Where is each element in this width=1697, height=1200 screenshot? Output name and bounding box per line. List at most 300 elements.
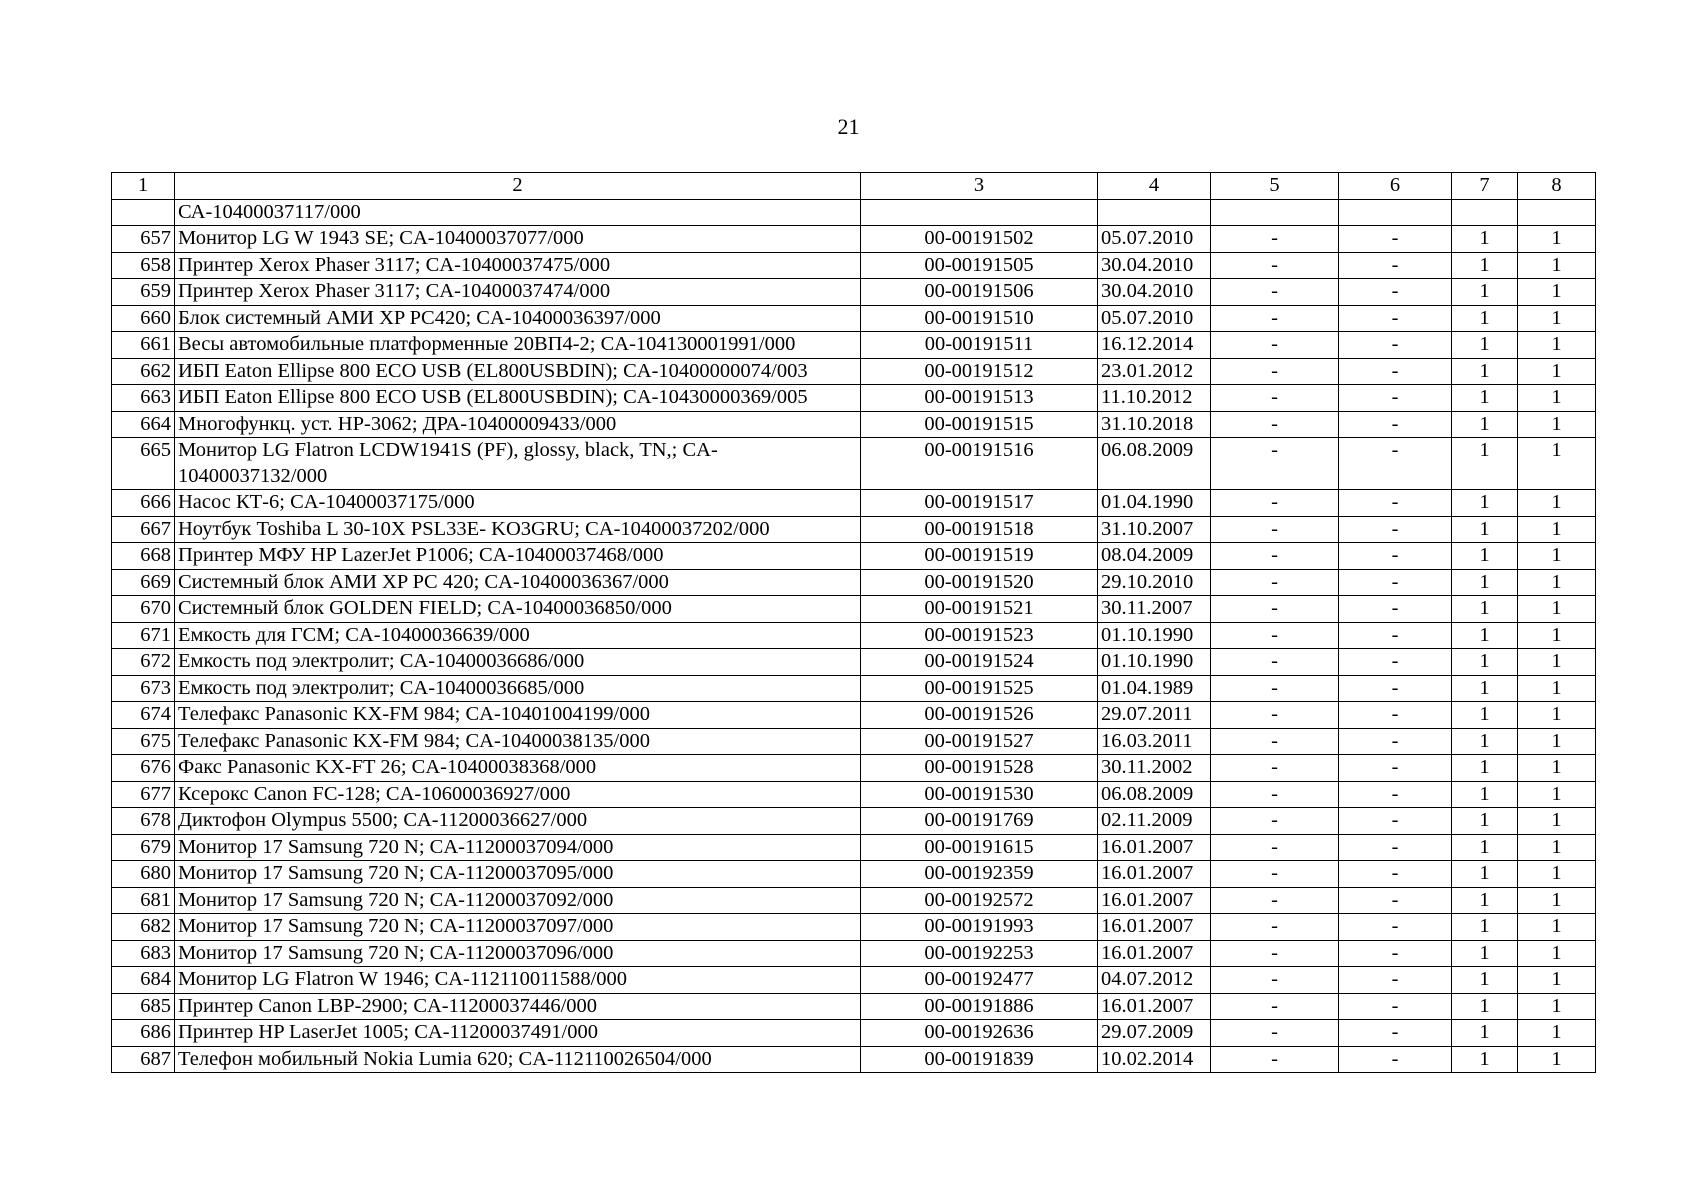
column-5-cell: - bbox=[1211, 385, 1339, 412]
inventory-code: 00-00191511 bbox=[861, 332, 1098, 359]
column-5-cell: - bbox=[1211, 622, 1339, 649]
table-row bbox=[112, 1020, 1596, 1047]
table-row bbox=[112, 490, 1596, 517]
item-name: Емкость под электролит; CA-10400036686/000 bbox=[175, 649, 861, 676]
item-name: ИБП Eaton Ellipse 800 ECO USB (EL800USBDIN); CA-10430000369/005 bbox=[175, 385, 861, 412]
column-5-cell: - bbox=[1211, 781, 1339, 808]
column-header-5: 5 bbox=[1211, 173, 1339, 200]
page-number: 21 bbox=[837, 114, 860, 139]
column-7-cell: 1 bbox=[1452, 569, 1518, 596]
column-6-cell: - bbox=[1339, 649, 1452, 676]
column-7-cell: 1 bbox=[1452, 728, 1518, 755]
table-row bbox=[112, 728, 1596, 755]
inventory-code: 00-00191521 bbox=[861, 596, 1098, 623]
column-8-cell: 1 bbox=[1518, 702, 1596, 729]
date-cell: 16.03.2011 bbox=[1098, 728, 1211, 755]
date-cell: 23.01.2012 bbox=[1098, 358, 1211, 385]
inventory-code: 00-00191513 bbox=[861, 385, 1098, 412]
item-name: Емкость под электролит; CA-10400036685/000 bbox=[175, 675, 861, 702]
column-6-cell: - bbox=[1339, 411, 1452, 438]
inventory-code: 00-00191525 bbox=[861, 675, 1098, 702]
inventory-code: 00-00191502 bbox=[861, 226, 1098, 253]
date-cell: 16.01.2007 bbox=[1098, 993, 1211, 1020]
inventory-code: 00-00191528 bbox=[861, 755, 1098, 782]
table-row bbox=[112, 516, 1596, 543]
item-name: Принтер Xerox Phaser 3117; CA-10400037475/000 bbox=[175, 252, 861, 279]
table-header bbox=[112, 173, 1596, 200]
column-6-cell: - bbox=[1339, 622, 1452, 649]
row-number: 667 bbox=[112, 516, 175, 543]
table-body bbox=[112, 199, 1596, 1073]
column-5-cell: - bbox=[1211, 914, 1339, 941]
column-6-cell: - bbox=[1339, 385, 1452, 412]
date-cell: 02.11.2009 bbox=[1098, 808, 1211, 835]
row-number: 682 bbox=[112, 914, 175, 941]
column-7-cell: 1 bbox=[1452, 279, 1518, 306]
inventory-code: 00-00191886 bbox=[861, 993, 1098, 1020]
item-name: Монитор 17 Samsung 720 N; CA-11200037092/000 bbox=[175, 887, 861, 914]
inventory-code bbox=[861, 199, 1098, 226]
inventory-code: 00-00192359 bbox=[861, 861, 1098, 888]
column-header-3: 3 bbox=[861, 173, 1098, 200]
date-cell: 30.04.2010 bbox=[1098, 252, 1211, 279]
date-cell: 30.11.2002 bbox=[1098, 755, 1211, 782]
column-5-cell: - bbox=[1211, 279, 1339, 306]
column-8-cell: 1 bbox=[1518, 675, 1596, 702]
column-5-cell: - bbox=[1211, 596, 1339, 623]
item-name: Насос КТ-6; CA-10400037175/000 bbox=[175, 490, 861, 517]
table-row bbox=[112, 649, 1596, 676]
column-8-cell: 1 bbox=[1518, 252, 1596, 279]
item-name: Монитор LG Flatron LCDW1941S (PF), glossy, black, TN,; CA-10400037132/000 bbox=[175, 438, 861, 490]
table-row bbox=[112, 993, 1596, 1020]
column-6-cell: - bbox=[1339, 279, 1452, 306]
date-cell: 01.10.1990 bbox=[1098, 622, 1211, 649]
inventory-code: 00-00192636 bbox=[861, 1020, 1098, 1047]
column-8-cell: 1 bbox=[1518, 1046, 1596, 1073]
item-name: Системный блок АМИ XP PC 420; CA-10400036367/000 bbox=[175, 569, 861, 596]
row-number: 681 bbox=[112, 887, 175, 914]
column-8-cell: 1 bbox=[1518, 305, 1596, 332]
table-row bbox=[112, 543, 1596, 570]
table-row bbox=[112, 569, 1596, 596]
row-number: 661 bbox=[112, 332, 175, 359]
column-5-cell: - bbox=[1211, 993, 1339, 1020]
column-6-cell: - bbox=[1339, 490, 1452, 517]
column-7-cell: 1 bbox=[1452, 1020, 1518, 1047]
date-cell: 30.04.2010 bbox=[1098, 279, 1211, 306]
column-8-cell: 1 bbox=[1518, 755, 1596, 782]
table-row bbox=[112, 861, 1596, 888]
date-cell: 16.01.2007 bbox=[1098, 914, 1211, 941]
column-5-cell: - bbox=[1211, 755, 1339, 782]
row-number: 671 bbox=[112, 622, 175, 649]
column-8-cell: 1 bbox=[1518, 914, 1596, 941]
column-5-cell: - bbox=[1211, 1046, 1339, 1073]
table-row bbox=[112, 332, 1596, 359]
column-5-cell: - bbox=[1211, 728, 1339, 755]
column-6-cell: - bbox=[1339, 1046, 1452, 1073]
item-name: СА-10400037117/000 bbox=[175, 199, 861, 226]
column-7-cell: 1 bbox=[1452, 967, 1518, 994]
column-6-cell: - bbox=[1339, 781, 1452, 808]
column-8-cell: 1 bbox=[1518, 569, 1596, 596]
column-8-cell: 1 bbox=[1518, 490, 1596, 517]
column-7-cell: 1 bbox=[1452, 385, 1518, 412]
column-6-cell: - bbox=[1339, 887, 1452, 914]
date-cell: 05.07.2010 bbox=[1098, 226, 1211, 253]
column-5-cell: - bbox=[1211, 702, 1339, 729]
column-6-cell: - bbox=[1339, 569, 1452, 596]
column-5-cell: - bbox=[1211, 358, 1339, 385]
column-5-cell: - bbox=[1211, 861, 1339, 888]
column-8-cell bbox=[1518, 199, 1596, 226]
date-cell: 04.07.2012 bbox=[1098, 967, 1211, 994]
item-name: Принтер HP LaserJet 1005; CA-11200037491/000 bbox=[175, 1020, 861, 1047]
inventory-code: 00-00191519 bbox=[861, 543, 1098, 570]
inventory-code: 00-00191769 bbox=[861, 808, 1098, 835]
item-name: Монитор 17 Samsung 720 N; CA-11200037095/000 bbox=[175, 861, 861, 888]
item-name: Монитор LG Flatron W 1946; CA-112110011588/000 bbox=[175, 967, 861, 994]
column-7-cell: 1 bbox=[1452, 332, 1518, 359]
date-cell: 06.08.2009 bbox=[1098, 781, 1211, 808]
column-5-cell: - bbox=[1211, 649, 1339, 676]
column-7-cell: 1 bbox=[1452, 755, 1518, 782]
column-5-cell: - bbox=[1211, 834, 1339, 861]
date-cell: 01.04.1990 bbox=[1098, 490, 1211, 517]
column-5-cell: - bbox=[1211, 490, 1339, 517]
column-7-cell: 1 bbox=[1452, 411, 1518, 438]
column-7-cell: 1 bbox=[1452, 914, 1518, 941]
row-number: 668 bbox=[112, 543, 175, 570]
column-6-cell bbox=[1339, 199, 1452, 226]
date-cell: 16.12.2014 bbox=[1098, 332, 1211, 359]
item-name: ИБП Eaton Ellipse 800 ECO USB (EL800USBDIN); CA-10400000074/003 bbox=[175, 358, 861, 385]
table-row bbox=[112, 226, 1596, 253]
column-7-cell: 1 bbox=[1452, 993, 1518, 1020]
item-name: Принтер Xerox Phaser 3117; CA-10400037474/000 bbox=[175, 279, 861, 306]
column-5-cell: - bbox=[1211, 252, 1339, 279]
column-6-cell: - bbox=[1339, 755, 1452, 782]
column-6-cell: - bbox=[1339, 940, 1452, 967]
inventory-code: 00-00191530 bbox=[861, 781, 1098, 808]
table-row bbox=[112, 438, 1596, 490]
column-6-cell: - bbox=[1339, 438, 1452, 490]
inventory-code: 00-00191839 bbox=[861, 1046, 1098, 1073]
date-cell: 30.11.2007 bbox=[1098, 596, 1211, 623]
column-7-cell: 1 bbox=[1452, 622, 1518, 649]
row-number: 687 bbox=[112, 1046, 175, 1073]
item-name: Многофункц. уст. HP-3062; ДРА-10400009433/000 bbox=[175, 411, 861, 438]
table-row bbox=[112, 305, 1596, 332]
column-8-cell: 1 bbox=[1518, 358, 1596, 385]
row-number: 677 bbox=[112, 781, 175, 808]
column-6-cell: - bbox=[1339, 596, 1452, 623]
table-row bbox=[112, 358, 1596, 385]
item-name: Системный блок GOLDEN FIELD; CA-10400036850/000 bbox=[175, 596, 861, 623]
column-5-cell: - bbox=[1211, 332, 1339, 359]
column-6-cell: - bbox=[1339, 1020, 1452, 1047]
column-5-cell: - bbox=[1211, 887, 1339, 914]
row-number: 676 bbox=[112, 755, 175, 782]
inventory-code: 00-00191510 bbox=[861, 305, 1098, 332]
column-header-7: 7 bbox=[1452, 173, 1518, 200]
inventory-code: 00-00192253 bbox=[861, 940, 1098, 967]
column-7-cell: 1 bbox=[1452, 675, 1518, 702]
table-row bbox=[112, 1046, 1596, 1073]
date-cell: 29.10.2010 bbox=[1098, 569, 1211, 596]
date-cell: 01.04.1989 bbox=[1098, 675, 1211, 702]
table-row bbox=[112, 622, 1596, 649]
column-6-cell: - bbox=[1339, 675, 1452, 702]
row-number: 662 bbox=[112, 358, 175, 385]
inventory-table bbox=[111, 172, 1596, 1073]
column-8-cell: 1 bbox=[1518, 649, 1596, 676]
column-6-cell: - bbox=[1339, 967, 1452, 994]
date-cell bbox=[1098, 199, 1211, 226]
date-cell: 16.01.2007 bbox=[1098, 887, 1211, 914]
column-7-cell: 1 bbox=[1452, 358, 1518, 385]
item-name: Телефакс Panasonic KX-FM 984; CA-10400038135/000 bbox=[175, 728, 861, 755]
inventory-code: 00-00191518 bbox=[861, 516, 1098, 543]
date-cell: 31.10.2018 bbox=[1098, 411, 1211, 438]
row-number: 674 bbox=[112, 702, 175, 729]
column-8-cell: 1 bbox=[1518, 887, 1596, 914]
item-name: Факс Panasonic KX-FT 26; CA-10400038368/000 bbox=[175, 755, 861, 782]
row-number: 665 bbox=[112, 438, 175, 490]
item-name: Блок системный АМИ XP PC420; CA-10400036397/000 bbox=[175, 305, 861, 332]
inventory-code: 00-00191524 bbox=[861, 649, 1098, 676]
row-number: 670 bbox=[112, 596, 175, 623]
row-number: 666 bbox=[112, 490, 175, 517]
inventory-code: 00-00191505 bbox=[861, 252, 1098, 279]
row-number: 685 bbox=[112, 993, 175, 1020]
column-8-cell: 1 bbox=[1518, 543, 1596, 570]
inventory-code: 00-00191523 bbox=[861, 622, 1098, 649]
date-cell: 31.10.2007 bbox=[1098, 516, 1211, 543]
column-6-cell: - bbox=[1339, 332, 1452, 359]
column-7-cell bbox=[1452, 199, 1518, 226]
item-name: Весы автомобильные платформенные 20ВП4-2; CA-104130001991/000 bbox=[175, 332, 861, 359]
column-8-cell: 1 bbox=[1518, 940, 1596, 967]
inventory-code: 00-00191516 bbox=[861, 438, 1098, 490]
table-row bbox=[112, 940, 1596, 967]
column-8-cell: 1 bbox=[1518, 728, 1596, 755]
date-cell: 08.04.2009 bbox=[1098, 543, 1211, 570]
column-8-cell: 1 bbox=[1518, 226, 1596, 253]
column-8-cell: 1 bbox=[1518, 781, 1596, 808]
column-8-cell: 1 bbox=[1518, 622, 1596, 649]
column-header-1: 1 bbox=[112, 173, 175, 200]
table-row bbox=[112, 199, 1596, 226]
column-header-2: 2 bbox=[175, 173, 861, 200]
date-cell: 29.07.2009 bbox=[1098, 1020, 1211, 1047]
row-number: 672 bbox=[112, 649, 175, 676]
date-cell: 16.01.2007 bbox=[1098, 861, 1211, 888]
inventory-code: 00-00191526 bbox=[861, 702, 1098, 729]
row-number: 673 bbox=[112, 675, 175, 702]
inventory-code: 00-00191993 bbox=[861, 914, 1098, 941]
table-row bbox=[112, 675, 1596, 702]
column-6-cell: - bbox=[1339, 808, 1452, 835]
item-name: Телефакс Panasonic KX-FM 984; CA-10401004199/000 bbox=[175, 702, 861, 729]
table-row bbox=[112, 781, 1596, 808]
item-name: Принтер МФУ HP LazerJet P1006; CA-10400037468/000 bbox=[175, 543, 861, 570]
inventory-code: 00-00191517 bbox=[861, 490, 1098, 517]
item-name: Диктофон Olympus 5500; CA-11200036627/000 bbox=[175, 808, 861, 835]
row-number: 660 bbox=[112, 305, 175, 332]
column-6-cell: - bbox=[1339, 993, 1452, 1020]
column-8-cell: 1 bbox=[1518, 1020, 1596, 1047]
table-row bbox=[112, 967, 1596, 994]
inventory-code: 00-00192572 bbox=[861, 887, 1098, 914]
table-row bbox=[112, 279, 1596, 306]
column-5-cell: - bbox=[1211, 940, 1339, 967]
date-cell: 11.10.2012 bbox=[1098, 385, 1211, 412]
row-number: 659 bbox=[112, 279, 175, 306]
column-8-cell: 1 bbox=[1518, 332, 1596, 359]
row-number: 658 bbox=[112, 252, 175, 279]
column-7-cell: 1 bbox=[1452, 861, 1518, 888]
inventory-code: 00-00192477 bbox=[861, 967, 1098, 994]
column-7-cell: 1 bbox=[1452, 834, 1518, 861]
column-7-cell: 1 bbox=[1452, 808, 1518, 835]
column-7-cell: 1 bbox=[1452, 940, 1518, 967]
inventory-code: 00-00191506 bbox=[861, 279, 1098, 306]
column-6-cell: - bbox=[1339, 358, 1452, 385]
column-6-cell: - bbox=[1339, 516, 1452, 543]
column-5-cell: - bbox=[1211, 569, 1339, 596]
column-5-cell: - bbox=[1211, 967, 1339, 994]
column-5-cell: - bbox=[1211, 305, 1339, 332]
column-7-cell: 1 bbox=[1452, 596, 1518, 623]
column-5-cell: - bbox=[1211, 516, 1339, 543]
column-8-cell: 1 bbox=[1518, 438, 1596, 490]
column-6-cell: - bbox=[1339, 305, 1452, 332]
date-cell: 10.02.2014 bbox=[1098, 1046, 1211, 1073]
row-number: 679 bbox=[112, 834, 175, 861]
table-row bbox=[112, 808, 1596, 835]
column-6-cell: - bbox=[1339, 914, 1452, 941]
column-8-cell: 1 bbox=[1518, 861, 1596, 888]
column-8-cell: 1 bbox=[1518, 385, 1596, 412]
column-8-cell: 1 bbox=[1518, 808, 1596, 835]
row-number: 680 bbox=[112, 861, 175, 888]
item-name: Монитор 17 Samsung 720 N; CA-11200037097/000 bbox=[175, 914, 861, 941]
row-number bbox=[112, 199, 175, 226]
column-7-cell: 1 bbox=[1452, 490, 1518, 517]
column-8-cell: 1 bbox=[1518, 516, 1596, 543]
row-number: 684 bbox=[112, 967, 175, 994]
row-number: 663 bbox=[112, 385, 175, 412]
date-cell: 05.07.2010 bbox=[1098, 305, 1211, 332]
row-number: 683 bbox=[112, 940, 175, 967]
column-6-cell: - bbox=[1339, 226, 1452, 253]
inventory-code: 00-00191615 bbox=[861, 834, 1098, 861]
column-7-cell: 1 bbox=[1452, 887, 1518, 914]
column-7-cell: 1 bbox=[1452, 649, 1518, 676]
column-7-cell: 1 bbox=[1452, 516, 1518, 543]
date-cell: 06.08.2009 bbox=[1098, 438, 1211, 490]
date-cell: 16.01.2007 bbox=[1098, 834, 1211, 861]
column-7-cell: 1 bbox=[1452, 543, 1518, 570]
date-cell: 29.07.2011 bbox=[1098, 702, 1211, 729]
column-6-cell: - bbox=[1339, 834, 1452, 861]
column-5-cell: - bbox=[1211, 411, 1339, 438]
table-row bbox=[112, 596, 1596, 623]
column-7-cell: 1 bbox=[1452, 438, 1518, 490]
column-5-cell: - bbox=[1211, 226, 1339, 253]
item-name: Монитор 17 Samsung 720 N; CA-11200037096/000 bbox=[175, 940, 861, 967]
column-6-cell: - bbox=[1339, 543, 1452, 570]
item-name: Монитор 17 Samsung 720 N; CA-11200037094/000 bbox=[175, 834, 861, 861]
table-row bbox=[112, 411, 1596, 438]
column-7-cell: 1 bbox=[1452, 252, 1518, 279]
column-6-cell: - bbox=[1339, 702, 1452, 729]
date-cell: 01.10.1990 bbox=[1098, 649, 1211, 676]
date-cell: 16.01.2007 bbox=[1098, 940, 1211, 967]
item-name: Ноутбук Toshiba L 30-10X PSL33E- KO3GRU; CA-10400037202/000 bbox=[175, 516, 861, 543]
inventory-code: 00-00191527 bbox=[861, 728, 1098, 755]
item-name: Емкость для ГСМ; CA-10400036639/000 bbox=[175, 622, 861, 649]
column-5-cell: - bbox=[1211, 808, 1339, 835]
header-row bbox=[112, 173, 1596, 200]
row-number: 669 bbox=[112, 569, 175, 596]
table-row bbox=[112, 755, 1596, 782]
column-header-6: 6 bbox=[1339, 173, 1452, 200]
column-7-cell: 1 bbox=[1452, 1046, 1518, 1073]
row-number: 675 bbox=[112, 728, 175, 755]
table-row bbox=[112, 914, 1596, 941]
item-name: Ксерокс Canon FC-128; CA-10600036927/000 bbox=[175, 781, 861, 808]
column-header-4: 4 bbox=[1098, 173, 1211, 200]
column-6-cell: - bbox=[1339, 252, 1452, 279]
table-row bbox=[112, 385, 1596, 412]
row-number: 657 bbox=[112, 226, 175, 253]
column-7-cell: 1 bbox=[1452, 781, 1518, 808]
column-7-cell: 1 bbox=[1452, 226, 1518, 253]
row-number: 664 bbox=[112, 411, 175, 438]
table-row bbox=[112, 834, 1596, 861]
inventory-code: 00-00191515 bbox=[861, 411, 1098, 438]
column-7-cell: 1 bbox=[1452, 305, 1518, 332]
table-row bbox=[112, 887, 1596, 914]
inventory-code: 00-00191520 bbox=[861, 569, 1098, 596]
column-8-cell: 1 bbox=[1518, 834, 1596, 861]
item-name: Монитор LG W 1943 SE; CA-10400037077/000 bbox=[175, 226, 861, 253]
table-row bbox=[112, 702, 1596, 729]
column-7-cell: 1 bbox=[1452, 702, 1518, 729]
column-5-cell: - bbox=[1211, 438, 1339, 490]
column-6-cell: - bbox=[1339, 861, 1452, 888]
column-5-cell: - bbox=[1211, 1020, 1339, 1047]
column-8-cell: 1 bbox=[1518, 596, 1596, 623]
item-name: Телефон мобильный Nokia Lumia 620; CA-112110026504/000 bbox=[175, 1046, 861, 1073]
row-number: 686 bbox=[112, 1020, 175, 1047]
row-number: 678 bbox=[112, 808, 175, 835]
column-8-cell: 1 bbox=[1518, 967, 1596, 994]
column-5-cell bbox=[1211, 199, 1339, 226]
item-name: Принтер Canon LBP-2900; CA-11200037446/000 bbox=[175, 993, 861, 1020]
column-6-cell: - bbox=[1339, 728, 1452, 755]
inventory-code: 00-00191512 bbox=[861, 358, 1098, 385]
column-8-cell: 1 bbox=[1518, 279, 1596, 306]
column-5-cell: - bbox=[1211, 675, 1339, 702]
column-8-cell: 1 bbox=[1518, 411, 1596, 438]
table-row bbox=[112, 252, 1596, 279]
column-header-8: 8 bbox=[1518, 173, 1596, 200]
column-8-cell: 1 bbox=[1518, 993, 1596, 1020]
